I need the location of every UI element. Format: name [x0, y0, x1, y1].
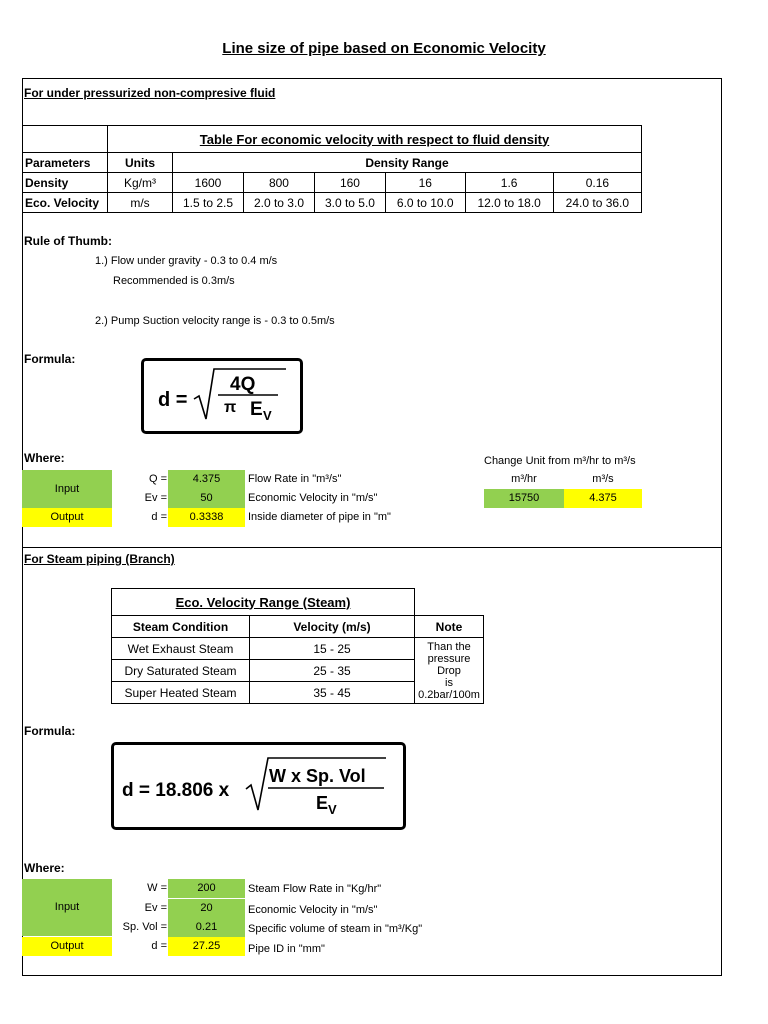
symbol-q: Q =	[148, 473, 167, 485]
formula1-graphic	[144, 361, 300, 431]
symbol-sp-vol: Sp. Vol =	[122, 921, 167, 933]
rule-item-1-note: Recommended is 0.3m/s	[113, 275, 235, 287]
header-density-range: Density Range	[173, 153, 642, 173]
velocity-value: 6.0 to 10.0	[385, 193, 465, 213]
formula2-box	[111, 742, 406, 830]
formula1-ev: E	[250, 399, 263, 420]
steam-condition: Wet Exhaust Steam	[112, 638, 250, 660]
steam-condition: Super Heated Steam	[112, 682, 250, 704]
steam-note	[415, 638, 484, 704]
steam-velocity-table	[111, 588, 484, 704]
rule-item-1: 1.) Flow under gravity - 0.3 to 0.4 m/s	[95, 255, 278, 267]
value-q[interactable]: 4.375	[168, 470, 245, 489]
section2-heading: For Steam piping (Branch)	[24, 552, 175, 566]
velocity-value: 3.0 to 5.0	[314, 193, 385, 213]
density-value: 1600	[173, 173, 244, 193]
formula2-numerator: W x Sp. Vol	[269, 766, 366, 786]
density-table-title: Table For economic velocity with respect to fluid density	[108, 126, 642, 153]
formula1-lhs: d =	[158, 389, 188, 411]
section1-heading: For under pressurized non-compresive fluid	[24, 86, 276, 100]
steam-table-title: Eco. Velocity Range (Steam)	[112, 589, 415, 616]
value-w[interactable]: 200	[168, 879, 245, 898]
formula2-label: Formula:	[24, 724, 76, 738]
symbol-ev: Ev =	[144, 902, 167, 914]
symbol-ev: Ev =	[144, 492, 167, 504]
density-velocity-table	[22, 125, 642, 213]
desc-ev: Economic Velocity in "m/s"	[248, 904, 378, 916]
density-label: Density	[23, 173, 108, 193]
formula1-box	[141, 358, 303, 434]
note-line: pressure Drop	[427, 652, 471, 677]
note-line: is	[445, 676, 453, 689]
header-note: Note	[415, 616, 484, 638]
symbol-d: d =	[151, 511, 167, 523]
formula2-graphic	[114, 745, 403, 827]
desc-d: Inside diameter of pipe in "m"	[248, 511, 391, 523]
where1-label: Where:	[24, 451, 65, 465]
symbol-w: W =	[147, 882, 167, 894]
header-velocity: Velocity (m/s)	[250, 616, 415, 638]
symbol-d: d =	[151, 940, 167, 952]
note-line: Than the	[427, 640, 471, 653]
formula2-lhs: d = 18.806 x	[122, 780, 230, 801]
velocity-value: 12.0 to 18.0	[465, 193, 553, 213]
velocity-value: 1.5 to 2.5	[173, 193, 244, 213]
header-parameters: Parameters	[23, 153, 108, 173]
density-unit: Kg/m³	[108, 173, 173, 193]
output-label: Output	[22, 508, 112, 527]
input-label: Input	[22, 470, 112, 508]
pi-symbol: π	[224, 399, 237, 416]
where2-label: Where:	[24, 861, 65, 875]
velocity-label: Eco. Velocity	[23, 193, 108, 213]
converter-value-m3s: 4.375	[564, 489, 642, 508]
formula1-ev-sub: V	[263, 408, 272, 423]
density-value: 160	[314, 173, 385, 193]
value-sp-vol[interactable]: 0.21	[168, 918, 245, 937]
output-label: Output	[22, 937, 112, 956]
density-row	[23, 173, 642, 193]
formula1-label: Formula:	[24, 352, 76, 366]
value-ev[interactable]: 20	[168, 899, 245, 918]
formula2-ev-sub: V	[328, 802, 337, 817]
density-value: 0.16	[553, 173, 641, 193]
desc-ev: Economic Velocity in "m/s"	[248, 492, 378, 504]
density-value: 1.6	[465, 173, 553, 193]
formula2-ev: E	[316, 793, 329, 813]
steam-velocity: 25 - 35	[250, 660, 415, 682]
converter-col-m3hr: m³/hr	[511, 473, 537, 485]
value-ev[interactable]: 50	[168, 489, 245, 508]
desc-q: Flow Rate in "m³/s"	[248, 473, 342, 485]
steam-velocity: 35 - 45	[250, 682, 415, 704]
input-label: Input	[22, 879, 112, 936]
note-line: 0.2bar/100m	[418, 688, 480, 701]
converter-value-m3hr[interactable]: 15750	[484, 489, 564, 508]
density-value: 800	[243, 173, 314, 193]
header-steam-condition: Steam Condition	[112, 616, 250, 638]
header-units: Units	[108, 153, 173, 173]
steam-velocity: 15 - 25	[250, 638, 415, 660]
rule-of-thumb-label: Rule of Thumb:	[24, 234, 112, 248]
converter-title: Change Unit from m³/hr to m³/s	[484, 455, 636, 467]
desc-w: Steam Flow Rate in "Kg/hr"	[248, 883, 382, 895]
value-d: 27.25	[168, 937, 245, 956]
converter-col-m3s: m³/s	[592, 473, 614, 485]
velocity-row	[23, 193, 642, 213]
value-d: 0.3338	[168, 508, 245, 527]
steam-condition: Dry Saturated Steam	[112, 660, 250, 682]
velocity-value: 24.0 to 36.0	[553, 193, 641, 213]
velocity-value: 2.0 to 3.0	[243, 193, 314, 213]
desc-d: Pipe ID in "mm"	[248, 943, 325, 955]
density-value: 16	[385, 173, 465, 193]
velocity-unit: m/s	[108, 193, 173, 213]
steam-row	[112, 638, 484, 660]
formula1-numerator: 4Q	[230, 374, 256, 395]
page-title: Line size of pipe based on Economic Velocity	[222, 40, 546, 57]
section-divider	[22, 547, 722, 548]
rule-item-2: 2.) Pump Suction velocity range is - 0.3 to 0.5m/s	[95, 315, 335, 327]
desc-sp-vol: Specific volume of steam in "m³/Kg"	[248, 923, 423, 935]
